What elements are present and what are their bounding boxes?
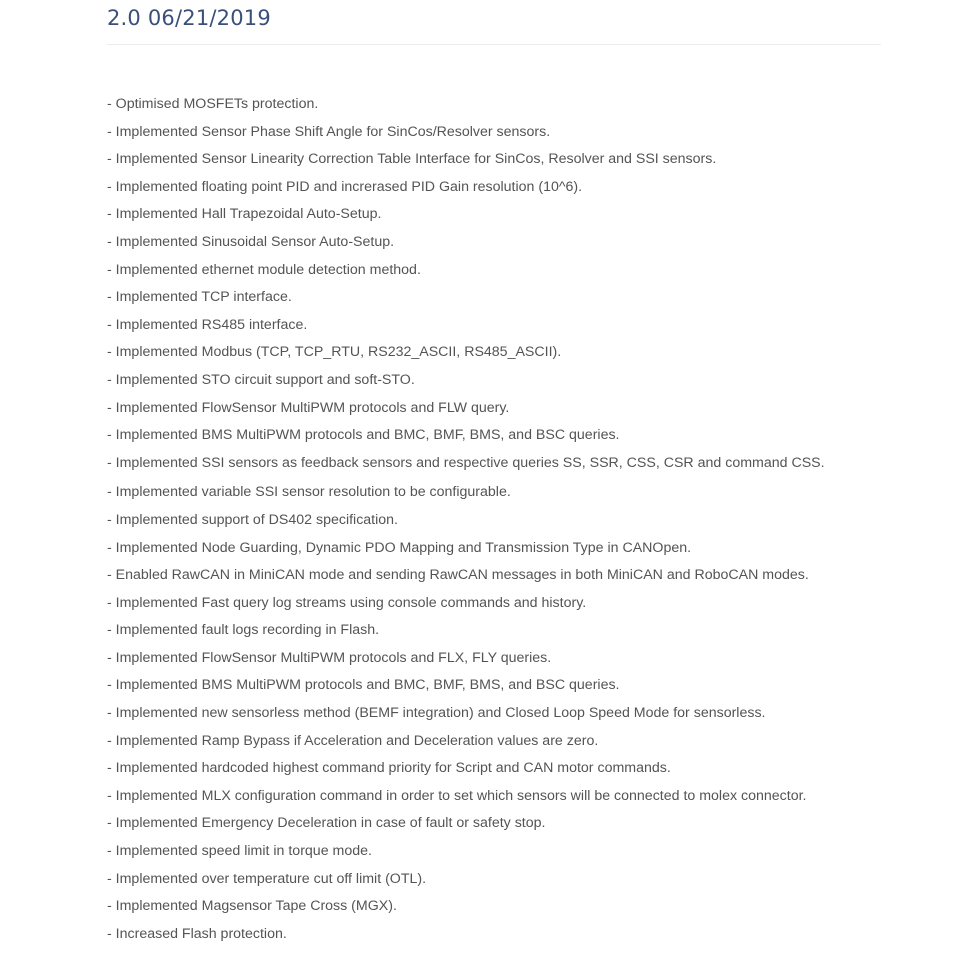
list-item: - Implemented MLX configuration command in order to set which sensors will be connected to molex connector.	[107, 787, 807, 804]
list-item: - Implemented FlowSensor MultiPWM protocols and FLW query.	[107, 399, 510, 416]
list-item: - Implemented Node Guarding, Dynamic PDO Mapping and Transmission Type in CANOpen.	[107, 539, 692, 556]
list-item: - Implemented RS485 interface.	[107, 316, 308, 333]
list-item: - Implemented over temperature cut off limit (OTL).	[107, 870, 427, 887]
list-item: - Optimised MOSFETs protection.	[107, 96, 319, 112]
divider	[107, 44, 881, 45]
list-item: - Implemented Hall Trapezoidal Auto-Setup.	[107, 206, 382, 223]
version-title: 2.0 06/21/2019	[107, 6, 271, 30]
list-item: - Implemented variable SSI sensor resolution to be configurable.	[107, 484, 511, 501]
list-item: - Implemented TCP interface.	[107, 289, 292, 306]
list-item: - Implemented support of DS402 specification.	[107, 511, 398, 528]
list-item: - Enabled RawCAN in MiniCAN mode and sending RawCAN messages in both MiniCAN and RoboCAN modes.	[107, 567, 809, 584]
list-item: - Increased Flash protection.	[107, 925, 287, 942]
list-item: - Implemented Sinusoidal Sensor Auto-Setup.	[107, 233, 395, 250]
list-item: - Implemented Fast query log streams using console commands and history.	[107, 594, 587, 611]
list-item: - Implemented hardcoded highest command priority for Script and CAN motor commands.	[107, 760, 671, 777]
list-item: - Implemented fault logs recording in Flash.	[107, 622, 380, 639]
list-item: - Implemented BMS MultiPWM protocols and BMC, BMF, BMS, and BSC queries.	[107, 427, 620, 444]
list-item: - Implemented Sensor Linearity Correction Table Interface for SinCos, Resolver and SSI sensors.	[107, 151, 717, 168]
list-item: - Implemented SSI sensors as feedback sensors and respective queries SS, SSR, CSS, CSR and command CSS.	[107, 454, 825, 471]
list-item: - Implemented ethernet module detection method.	[107, 261, 421, 278]
list-item: - Implemented FlowSensor MultiPWM protocols and FLX, FLY queries.	[107, 649, 552, 666]
list-item: - Implemented Sensor Phase Shift Angle for SinCos/Resolver sensors.	[107, 123, 551, 140]
list-item: - Implemented Ramp Bypass if Acceleration and Deceleration values are zero.	[107, 732, 599, 749]
list-item: - Implemented floating point PID and increrased PID Gain resolution (10^6).	[107, 178, 583, 195]
list-item: - Implemented STO circuit support and soft-STO.	[107, 371, 415, 388]
list-item: - Implemented BMS MultiPWM protocols and BMC, BMF, BMS, and BSC queries.	[107, 677, 620, 694]
list-item: - Implemented Modbus (TCP, TCP_RTU, RS232_ASCII, RS485_ASCII).	[107, 344, 562, 361]
list-item: - Implemented speed limit in torque mode.	[107, 843, 372, 860]
changelog-list	[107, 92, 907, 949]
list-item: - Implemented Magsensor Tape Cross (MGX).	[107, 898, 397, 915]
list-item: - Implemented Emergency Deceleration in case of fault or safety stop.	[107, 815, 546, 832]
list-item: - Implemented new sensorless method (BEMF integration) and Closed Loop Speed Mode for sensorless.	[107, 705, 766, 722]
